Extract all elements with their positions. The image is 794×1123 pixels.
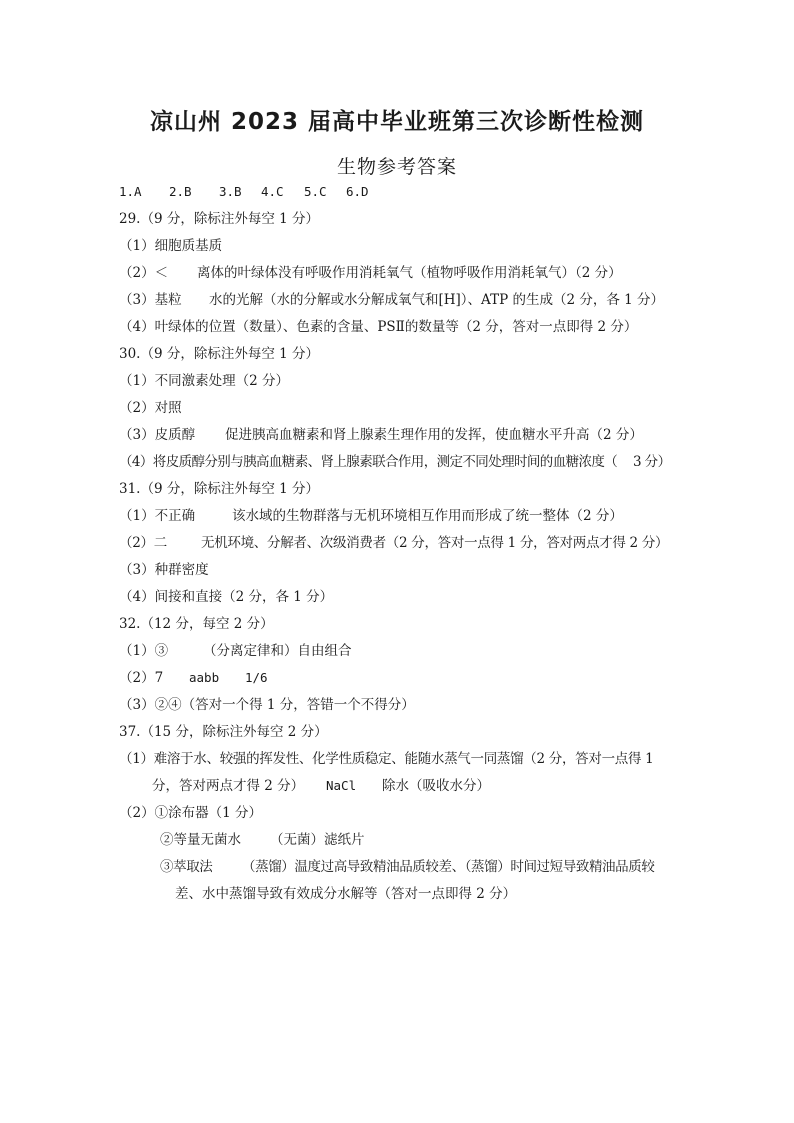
- q31-answer-1-part-b: 该水域的生物群落与无机环境相互作用而形成了统一整体（2 分）: [232, 508, 623, 524]
- q30-heading: 30.（9 分，除标注外每空 1 分）: [119, 346, 320, 362]
- q31-answer-1-part-a: （1）不正确: [119, 508, 196, 524]
- q29-answer-3-part-a: （3）基粒: [119, 292, 182, 308]
- q37-answer-1: （1）难溶于水、较强的挥发性、化学性质稳定、能随水蒸气一同蒸馏（2 分，答对一点得 1: [119, 751, 654, 767]
- q37-answer-1-part-e: 除水（吸收水分）: [382, 778, 490, 794]
- q29-answer-4: （4）叶绿体的位置（数量）、色素的含量、PSⅡ的数量等（2 分，答对一点即得 2 分）: [119, 319, 638, 335]
- q30-answer-4-part-b: 3 分）: [633, 454, 671, 470]
- q29-heading: 29.（9 分，除标注外每空 1 分）: [119, 211, 320, 227]
- choice-answer: 5.C: [304, 184, 327, 199]
- q31-answer-2-part-b: 无机环境、分解者、次级消费者（2 分，答对一点得 1 分，答对两点才得 2 分）: [201, 535, 669, 551]
- q32-answer-3: （3）②④（答对一个得 1 分，答错一个不得分）: [119, 697, 415, 713]
- q30-answer-1: （1）不同激素处理（2 分）: [119, 373, 289, 389]
- q37-answer-1-part-d: NaCl: [326, 778, 357, 793]
- q31-answer-3: （3）种群密度: [119, 562, 209, 578]
- q37-answer-2-item-2-part-a: ②等量无菌水: [160, 832, 241, 848]
- q37-answer-2-item-3-continued: 差、水中蒸馏导致有效成分水解等（答对一点即得 2 分）: [175, 886, 517, 902]
- q37-answer-1-continued: [152, 777, 490, 795]
- q30-answer-4-part-a: （4）将皮质醇分别与胰高血糖素、肾上腺素联合作用，测定不同处理时间的血糖浓度（: [119, 454, 618, 470]
- q30-answer-2: （2）对照: [119, 400, 182, 416]
- q30-answer-4: [119, 453, 670, 471]
- q32-answer-2-part-b: aabb: [189, 670, 220, 685]
- q29-answer-1: （1）细胞质基质: [119, 238, 223, 254]
- q31-answer-1: [119, 507, 623, 525]
- q32-answer-1-part-a: （1）③: [119, 643, 169, 659]
- q37-answer-1-part-c: 分，答对两点才得 2 分）: [152, 778, 305, 794]
- q32-answer-2-part-c: 1/6: [245, 670, 268, 685]
- choice-answers-row: [119, 183, 369, 201]
- choice-answer: 4.C: [261, 184, 284, 199]
- q30-answer-3: [119, 426, 643, 444]
- q37-heading: 37.（15 分，除标注外每空 2 分）: [119, 724, 328, 740]
- q31-answer-4: （4）间接和直接（2 分，各 1 分）: [119, 589, 334, 605]
- q32-heading: 32.（12 分，每空 2 分）: [119, 616, 274, 632]
- q29-answer-3-part-b: 水的光解（水的分解或水分解成氧气和[H]）、ATP 的生成（2 分，各 1 分）: [209, 292, 664, 308]
- q29-answer-3: [119, 291, 664, 309]
- q37-answer-2-item-3-part-a: ③萃取法: [160, 859, 213, 875]
- q32-answer-1: [119, 642, 352, 660]
- page-subtitle: 生物参考答案: [336, 156, 457, 178]
- q37-answer-2-item-3: [160, 858, 654, 876]
- q32-answer-2-part-a: （2）7: [119, 670, 164, 686]
- q37-answer-2-item-2: [160, 831, 365, 849]
- q31-answer-2: [119, 534, 668, 552]
- choice-answer: 2.B: [169, 184, 192, 199]
- q31-answer-2-part-a: （2）二: [119, 535, 167, 551]
- q29-answer-2-part-a: （2）＜: [119, 265, 169, 281]
- q37-answer-2: （2）①涂布器（1 分）: [119, 805, 262, 821]
- q37-answer-2-item-2-part-b: （无菌）滤纸片: [270, 832, 365, 848]
- q32-answer-1-part-b: （分离定律和）自由组合: [203, 643, 352, 659]
- q37-answer-2-item-3-part-b: （蒸馏）温度过高导致精油品质较差、（蒸馏）时间过短导致精油品质较: [242, 859, 655, 875]
- q31-heading: 31.（9 分，除标注外每空 1 分）: [119, 481, 320, 497]
- q29-answer-2-part-b: 离体的叶绿体没有呼吸作用消耗氧气（植物呼吸作用消耗氧气）（2 分）: [197, 265, 622, 281]
- q29-answer-2: [119, 264, 622, 282]
- q30-answer-3-part-a: （3）皮质醇: [119, 427, 196, 443]
- choice-answer: 1.A: [119, 184, 142, 199]
- q30-answer-3-part-b: 促进胰高血糖素和肾上腺素生理作用的发挥，使血糖水平升高（2 分）: [225, 427, 643, 443]
- choice-answer: 6.D: [346, 184, 369, 199]
- page-title: 凉山州 2023 届高中毕业班第三次诊断性检测: [149, 109, 645, 135]
- choice-answer: 3.B: [219, 184, 242, 199]
- q32-answer-2: [119, 669, 268, 687]
